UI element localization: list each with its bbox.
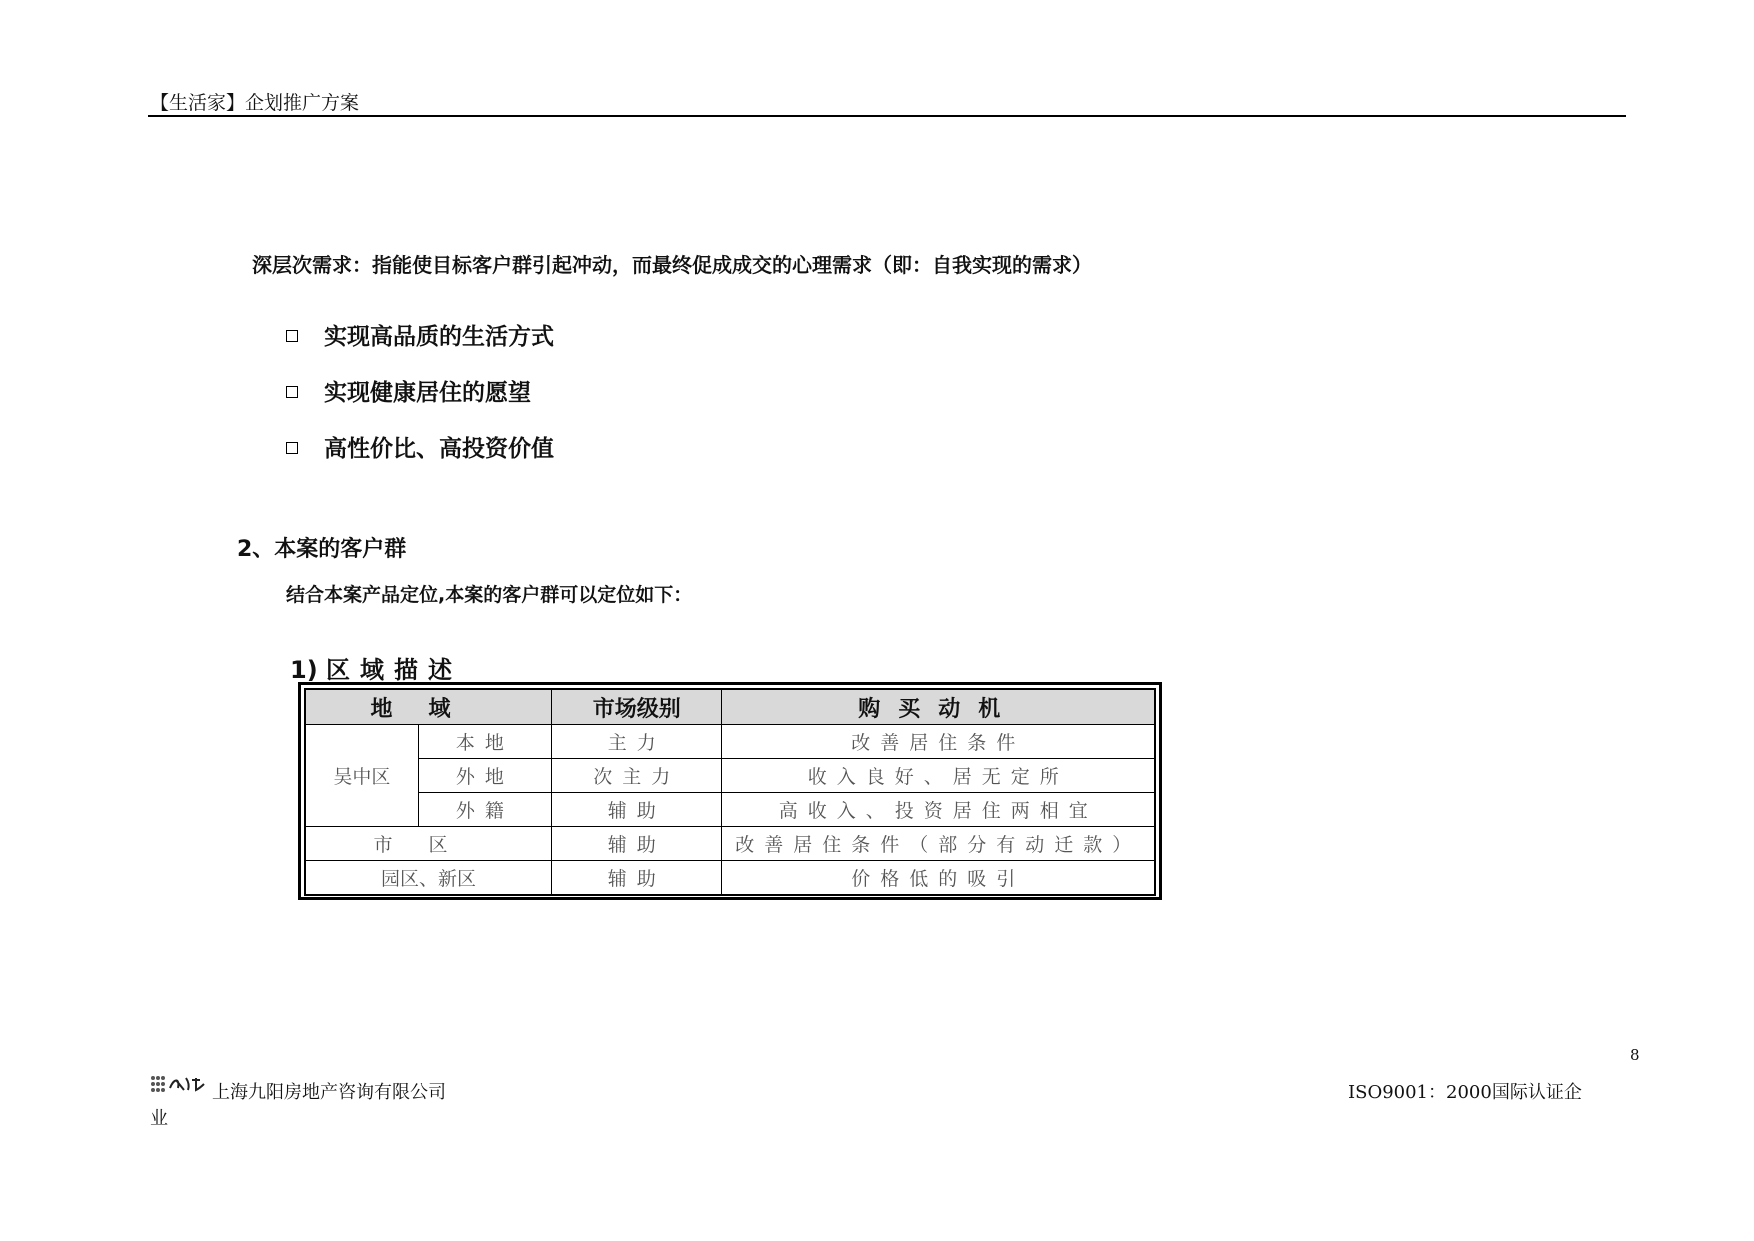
subsection-number: 1) xyxy=(290,656,318,684)
table-row xyxy=(305,793,1155,827)
iso-text-continued: 业 xyxy=(150,1108,168,1129)
bullet-item xyxy=(286,318,554,351)
area-cell: 外地 xyxy=(418,759,551,793)
region-table xyxy=(304,688,1156,896)
level-cell: 辅助 xyxy=(552,793,722,827)
header-title: 【生活家】企划推广方案 xyxy=(150,92,360,114)
iso-text: ISO9001：2000国际认证企 xyxy=(1348,1082,1582,1103)
header-area: 地域 xyxy=(305,689,552,725)
bullet-text: 实现健康居住的愿望 xyxy=(324,380,531,406)
company-logo-icon xyxy=(150,1074,210,1098)
bullet-item xyxy=(286,430,554,463)
table-row xyxy=(305,725,1155,759)
level-cell: 辅助 xyxy=(552,861,722,896)
motive-cell: 改善居住条件（部分有动迁款） xyxy=(722,827,1155,861)
motive-cell: 价格低的吸引 xyxy=(722,861,1155,896)
page-number: 8 xyxy=(1630,1046,1640,1064)
bullet-text: 高性价比、高投资价值 xyxy=(324,436,554,462)
table-row xyxy=(305,759,1155,793)
bullet-text: 实现高品质的生活方式 xyxy=(324,324,554,350)
header-level: 市场级别 xyxy=(552,689,722,725)
level-cell: 主力 xyxy=(552,725,722,759)
area-cell: 园区、新区 xyxy=(305,861,552,896)
subsection-title xyxy=(290,650,462,685)
bullet-item xyxy=(286,374,531,407)
region-table-frame xyxy=(298,682,1162,900)
deep-need-text: 深层次需求：指能使目标客户群引起冲动，而最终促成成交的心理需求（即：自我实现的需求） xyxy=(252,253,1092,277)
subsection-label: 区域描述 xyxy=(326,656,463,684)
checkbox-square-icon xyxy=(286,330,298,342)
level-cell: 次主力 xyxy=(552,759,722,793)
table-row xyxy=(305,827,1155,861)
motive-cell: 高收入、投资居住两相宜 xyxy=(722,793,1155,827)
level-cell: 辅助 xyxy=(552,827,722,861)
motive-cell: 收入良好、居无定所 xyxy=(722,759,1155,793)
company-name: 上海九阳房地产咨询有限公司 xyxy=(212,1082,446,1103)
area-cell: 本地 xyxy=(418,725,551,759)
group-cell: 吴中区 xyxy=(305,725,418,827)
area-cell: 市区 xyxy=(305,827,552,861)
checkbox-square-icon xyxy=(286,442,298,454)
header-rule xyxy=(148,115,1626,117)
section-intro: 结合本案产品定位,本案的客户群可以定位如下： xyxy=(286,584,693,606)
table-header-row xyxy=(305,689,1155,725)
area-cell: 外籍 xyxy=(418,793,551,827)
section-title: 2、本案的客户群 xyxy=(237,537,407,562)
header-motive: 购买动机 xyxy=(722,689,1155,725)
table-row xyxy=(305,861,1155,896)
checkbox-square-icon xyxy=(286,386,298,398)
motive-cell: 改善居住条件 xyxy=(722,725,1155,759)
